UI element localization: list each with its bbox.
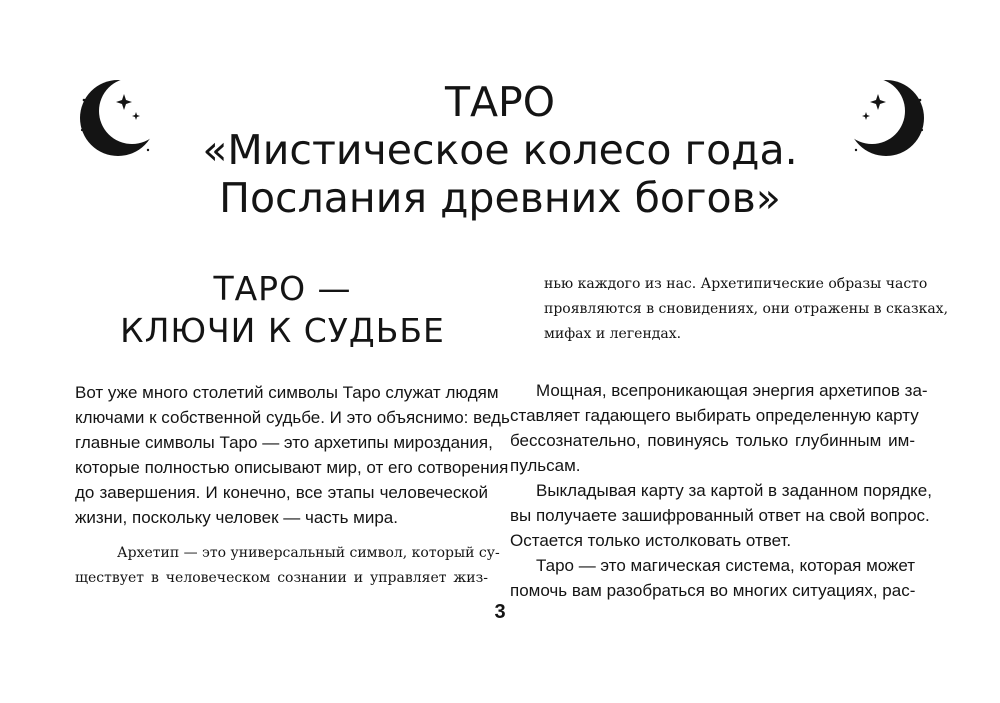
text-line: Архетип — это универсальный символ, который су- xyxy=(117,545,500,561)
book-title xyxy=(180,78,820,222)
text-line: бессознательно, повинуясь только глубинным им- xyxy=(510,431,915,450)
text-line: Вот уже много столетий символы Таро служат людям xyxy=(75,383,499,402)
text-line: которые полностью описывают мир, от его сотворения xyxy=(75,458,509,477)
right-column-paragraphs xyxy=(510,378,932,603)
text-line: Таро — это магическая система, которая может xyxy=(536,556,916,575)
text-line: ществует в человеческом сознании и управляет жиз- xyxy=(75,570,488,586)
chapter-title-line: КЛЮЧИ К СУДЬБЕ xyxy=(120,311,445,350)
text-line: ставляет гадающего выбирать определенную карту xyxy=(510,406,919,425)
left-column-paragraph xyxy=(75,380,510,530)
chapter-title-line: ТАРО — xyxy=(213,269,352,308)
left-column-serif-paragraph xyxy=(75,541,500,591)
crescent-moon-icon xyxy=(78,78,158,158)
chapter-title xyxy=(75,268,490,352)
book-title-line: ТАРО xyxy=(444,78,556,126)
text-line: Мощная, всепроникающая энергия архетипов за- xyxy=(536,381,928,400)
text-line: Остается только истолковать ответ. xyxy=(510,531,792,550)
text-line: пульсам. xyxy=(510,456,581,475)
text-line: проявляются в сновидениях, они отражены в сказках, xyxy=(544,301,949,317)
book-title-line: «Мистическое колесо года. xyxy=(202,126,798,174)
text-line: нью каждого из нас. Архетипические образы часто xyxy=(544,276,928,292)
right-column-serif-paragraph xyxy=(510,272,949,347)
text-line: жизни, поскольку человек — часть мира. xyxy=(75,508,398,527)
text-line: помочь вам разобраться во многих ситуациях, рас- xyxy=(510,581,916,600)
book-title-line: Послания древних богов» xyxy=(219,174,781,222)
page-number: 3 xyxy=(494,601,506,623)
text-line: Выкладывая карту за картой в заданном порядке, xyxy=(536,481,932,500)
text-line: до завершения. И конечно, все этапы человеческой xyxy=(75,483,488,502)
text-line: главные символы Таро — это архетипы мироздания, xyxy=(75,433,493,452)
text-line: ключами к собственной судьбе. И это объяснимо: ведь xyxy=(75,408,510,427)
text-line: вы получаете зашифрованный ответ на свой вопрос. xyxy=(510,506,930,525)
text-line: мифах и легендах. xyxy=(544,326,682,342)
crescent-moon-icon xyxy=(846,78,926,158)
